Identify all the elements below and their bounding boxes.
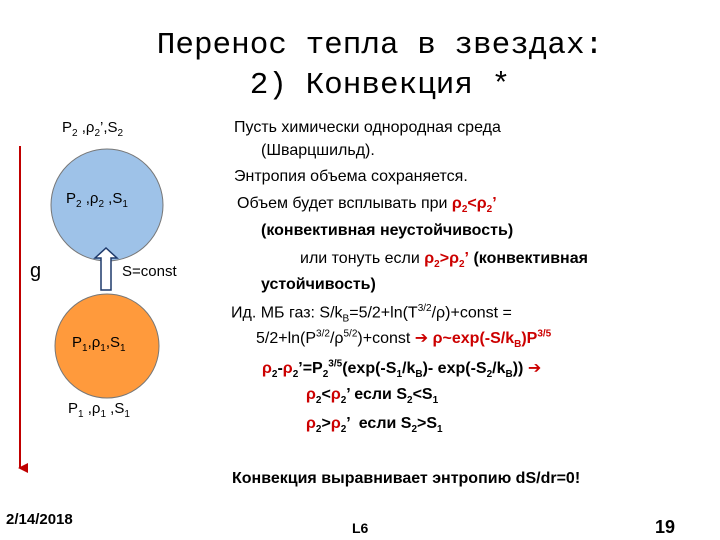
title-line-1: Перенос тепла в звездах: xyxy=(156,28,604,63)
lecture-label: L6 xyxy=(352,520,369,536)
bottom-circle-label: $P_1,\rho_1,S_1$ xyxy=(72,334,126,354)
text-line-1: Пусть химически однородная среда xyxy=(234,119,501,136)
text-line-6: или тонуть если $\rho_2>\rho_2$’ (конвективная xyxy=(300,250,588,271)
up-arrow-icon xyxy=(95,248,117,290)
text-line-10: $\rho_2-\rho_2’=P_2^{3/5}(\exp(-S_1/k_B)-$ $\exp(-S_2/k_B)$) ➔ xyxy=(262,358,542,381)
top-circle-label: $P_2$ $,\rho_2$ $,S_1$ xyxy=(66,190,128,210)
slide-date: 2/14/2018 xyxy=(6,511,73,528)
text-line-12: $\rho_2>\rho_2$’ если $S_2>S_1$ xyxy=(306,415,443,436)
text-line-3: Энтропия объема сохраняется. xyxy=(234,168,468,185)
text-line-9: $5/2+\ln(P^{3/2}/\rho^{5/2})+const$ ➔ $\rho\sim\exp(-S/k_B)P^{3/5}$ xyxy=(256,328,552,351)
text-line-8: Ид. МБ газ: $S/k_B=5/2+\ln(T^{3/2}/\rho)+const$ = xyxy=(231,303,512,325)
text-line-4: Объем будет всплывать при $\rho_2<\rho_2$’ xyxy=(237,195,497,216)
conclusion-text: Конвекция выравнивает энтропию dS/dr=0! xyxy=(232,470,581,487)
text-line-7: устойчивость) xyxy=(261,276,376,293)
top-box-label: $P_2$ $,\rho_2’,S_2$ xyxy=(62,119,124,139)
text-line-5: (конвективная неустойчивость) xyxy=(261,222,514,239)
bottom-label: $P_1$ $,\rho_1$ $,S_1$ xyxy=(68,400,130,420)
g-label: g xyxy=(30,260,42,282)
page-number: 19 xyxy=(655,517,676,537)
title-line-2: 2) Конвекция * xyxy=(249,68,511,103)
text-line-2: (Шварцшильд). xyxy=(261,142,375,159)
text-line-11: $\rho_2<\rho_2$’ если $S_2<S_1$ xyxy=(306,386,439,407)
const-label: S=const xyxy=(122,263,177,280)
